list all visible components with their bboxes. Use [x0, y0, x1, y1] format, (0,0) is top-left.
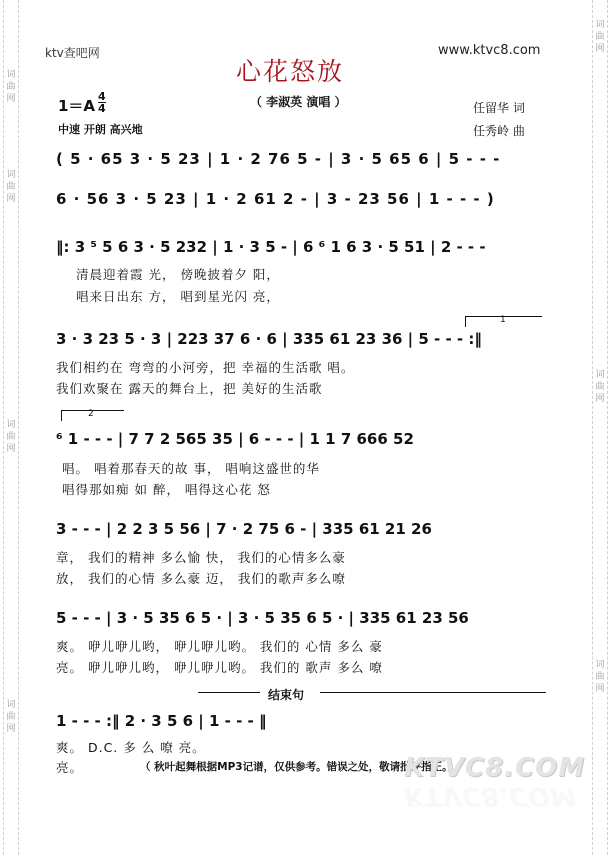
site-url[interactable]: www.ktvc8.com [438, 43, 541, 58]
site-name-left: ktv查吧网 [45, 46, 100, 60]
score-line-7: 5 - - - | 3 · 5 35 6 5 · | 3 · 5 35 6 5 · | 335 61 23 56 [56, 609, 469, 627]
time-signature-top: 4 [98, 90, 106, 103]
score-line-5: ⁶ 1 - - - | 7 7 2 565 35 | 6 - - - | 1 1 7 666 52 [56, 430, 414, 448]
second-ending-number: 2 [88, 409, 94, 419]
watermark-char: 网 [6, 724, 16, 734]
watermark-char: 网 [595, 684, 605, 694]
watermark-char: 曲 [6, 712, 16, 722]
left-watermark-column [3, 0, 19, 855]
watermark-char: 词 [6, 70, 16, 80]
lyric-line-3a: 清晨迎着霞 光， 傍晚披着夕 阳， [76, 267, 280, 282]
ending-bracket-left [198, 692, 260, 693]
watermark-char: 网 [6, 94, 16, 104]
first-ending-bracket [465, 316, 542, 327]
lyric-line-7b: 亮。 咿儿咿儿哟， 咿儿咿儿哟。 我们的 歌声 多么 嘹 [56, 660, 383, 675]
watermark-char: 网 [6, 444, 16, 454]
watermark-char: 曲 [595, 672, 605, 682]
score-line-8: 1 - - - :‖ 2 · 3 5 6 | 1 - - - ‖ [56, 712, 267, 730]
tempo-marking: 中速 开朗 高兴地 [58, 123, 143, 136]
score-line-1: ( 5 · 65 3 · 5 23 | 1 · 2 76 5 - | 3 · 5 65 6 | 5 - - - [56, 150, 501, 168]
lyric-line-8b: 亮。 [56, 760, 84, 775]
lyric-line-6b: 放， 我们的心情 多么豪 迈， 我们的歌声多么嘹 [56, 571, 346, 586]
key-signature: 1＝A [58, 97, 96, 115]
watermark-char: 曲 [595, 382, 605, 392]
watermark-char: 词 [595, 20, 605, 30]
watermark-char: 曲 [6, 82, 16, 92]
ending-bracket-right [320, 692, 546, 693]
time-signature-bottom: 4 [98, 102, 106, 115]
watermark-char: 词 [595, 660, 605, 670]
watermark-char: 词 [6, 170, 16, 180]
song-title: 心花怒放 [236, 57, 345, 86]
watermark-char: 曲 [6, 182, 16, 192]
ending-label: 结束句 [268, 688, 305, 702]
lyric-line-4b: 我们欢聚在 露天的舞台上，把 美好的生活歌 [56, 381, 323, 396]
watermark-char: 网 [595, 44, 605, 54]
score-line-2: 6 · 56 3 · 5 23 | 1 · 2 61 2 - | 3 - 23 56 | 1 - - - ) [56, 190, 495, 208]
site-logo: KTVC8.COM [404, 753, 586, 783]
right-watermark-column [592, 0, 608, 855]
second-ending-bracket [61, 410, 124, 421]
watermark-char: 词 [6, 700, 16, 710]
lyric-line-5b: 唱得那如痴 如 醉， 唱得这心花 怒 [62, 482, 271, 497]
lyric-line-8a: 爽。 D.C. 多 么 嘹 亮。 [56, 740, 206, 755]
singer-credit: （ 李淑英 演唱 ） [250, 95, 347, 109]
watermark-char: 曲 [6, 432, 16, 442]
composer-credit: 任秀岭 曲 [473, 124, 525, 138]
watermark-char: 曲 [595, 32, 605, 42]
score-line-6: 3 - - - | 2 2 3 5 56 | 7 · 2 75 6 - | 335 61 21 26 [56, 520, 432, 538]
lyric-line-4a: 我们相约在 弯弯的小河旁，把 幸福的生活歌 唱。 [56, 360, 355, 375]
lyric-line-7a: 爽。 咿儿咿儿哟， 咿儿咿儿哟。 我们的 心情 多么 豪 [56, 639, 383, 654]
lyricist-credit: 任留华 词 [473, 101, 525, 115]
lyric-line-6a: 章， 我们的精神 多么愉 快， 我们的心情多么豪 [56, 550, 346, 565]
score-line-3: ‖: 3 ⁵ 5 6 3 · 5 232 | 1 · 3 5 - | 6 ⁶ 1 6 3 · 5 51 | 2 - - - [56, 238, 486, 256]
watermark-char: 词 [6, 420, 16, 430]
site-logo-reflection: KTVC8.COM [404, 781, 577, 811]
time-signature [98, 91, 106, 114]
first-ending-number: 1 [500, 315, 506, 325]
watermark-char: 网 [595, 394, 605, 404]
lyric-line-3b: 唱来日出东 方， 唱到星光闪 亮， [76, 289, 280, 304]
lyric-line-5a: 唱。 唱着那春天的故 事， 唱响这盛世的华 [62, 461, 320, 476]
transcription-note: （ 秋叶起舞根据MP3记谱，仅供参考。错误之处，敬请批评指正。） [140, 761, 458, 773]
watermark-char: 词 [595, 370, 605, 380]
watermark-char: 网 [6, 194, 16, 204]
score-line-4: 3 · 3 23 5 · 3 | 223 37 6 · 6 | 335 61 23 36 | 5 - - - :‖ [56, 330, 482, 348]
